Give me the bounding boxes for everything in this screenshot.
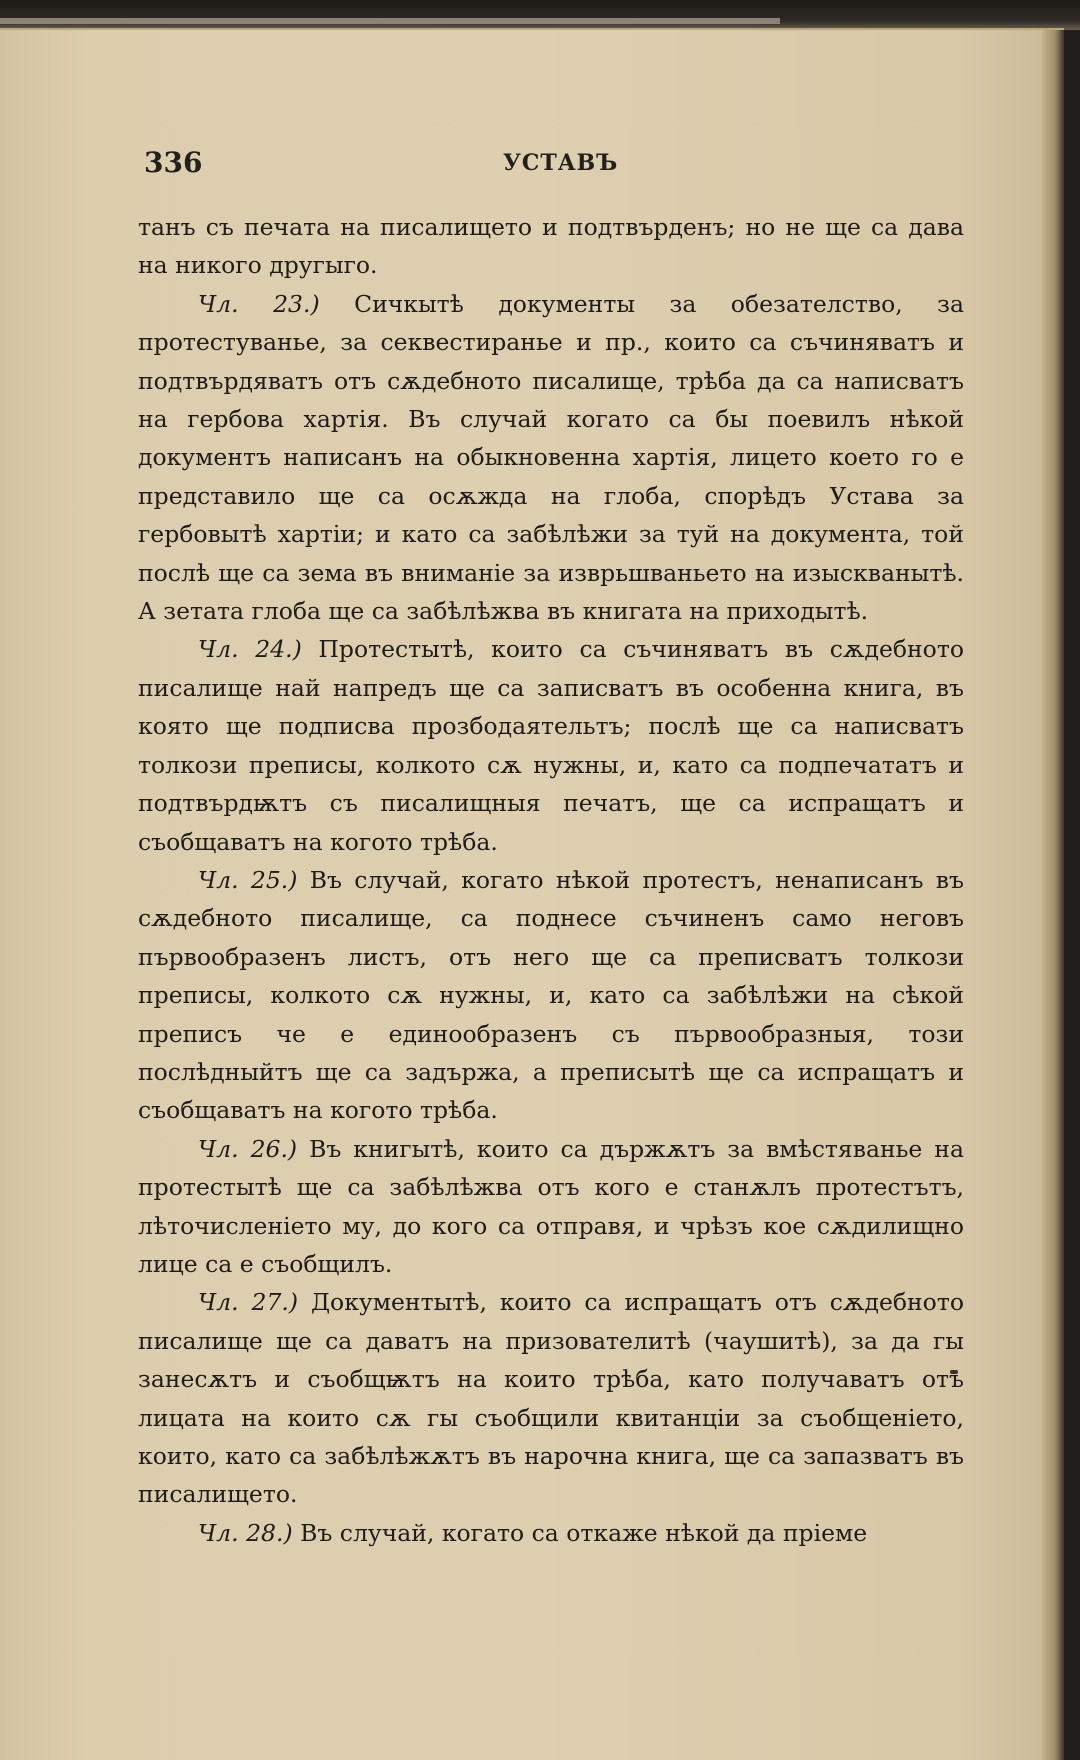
paragraph-continuation xyxy=(138,208,964,285)
article-25 xyxy=(138,861,964,1130)
article-24 xyxy=(138,630,964,860)
article-26 xyxy=(138,1130,964,1284)
header-title: УСТАВЪ xyxy=(503,150,619,176)
scan-top-border xyxy=(0,0,1080,30)
article-number: Чл. 27.) xyxy=(198,1288,299,1317)
article-28 xyxy=(138,1514,964,1552)
article-number: Чл. 23.) xyxy=(198,289,320,318)
running-head xyxy=(140,146,960,186)
page-number: 336 xyxy=(144,146,203,179)
paragraph-text: Протестытѣ, които са съчиняватъ въ сѫдебното писалище най напредъ ще са записватъ въ особенна книга, въ която ще подписва прозбодаятельтъ; послѣ ще са написватъ толкози преписы, колкото сѫ нужны, и, като са подпечататъ и подтвърдѭтъ съ писалищныя печатъ, ще са испращатъ и съобщаватъ на когото трѣба. xyxy=(138,635,964,856)
article-23 xyxy=(138,285,964,631)
article-number: Чл. 26.) xyxy=(198,1134,298,1163)
paragraph-text: Въ случай, когато са откаже нѣкой да пріеме xyxy=(300,1518,868,1547)
paragraph-text: Въ случай, когато нѣкой протестъ, ненаписанъ въ сѫдебното писалище, са поднесе съчиненъ само неговъ първообразенъ листъ, отъ него ще са преписватъ толкози преписы, колкото сѫ нужны, и, като са забѣлѣжи на сѣкой преписъ че е единообразенъ съ първообразныя, този послѣдныйтъ ще са задържа, а преписытѣ ще са испращатъ и съобщаватъ на когото трѣба. xyxy=(138,865,964,1125)
article-27 xyxy=(138,1283,964,1513)
text-body xyxy=(138,208,964,1552)
article-number: Чл. 24.) xyxy=(198,635,302,664)
paragraph-text: Сичкытѣ документы за обезателство, за протестуванье, за секвестиранье и пр., които са съчиняватъ и подтвърдяватъ отъ сѫдебното писалище, трѣба да са написватъ на гербова хартія. Въ случай когато са бы поевилъ нѣкой документъ написанъ на обыкновенна хартія, лицето което го е представило ще са осѫжда на глоба, спорѣдъ Устава за гербовытѣ хартіи; и като са забѣлѣжи за туй на документа, той послѣ ще са зема въ вниманіе за изврьшваньето на изыскванытѣ. А зетата глоба ще са забѣлѣжва въ книгата на приходытѣ. xyxy=(138,289,964,626)
article-number: Чл. 25.) xyxy=(198,865,298,894)
paragraph-text: танъ съ печата на писалището и подтвърденъ; но не ще са дава на никого другыго. xyxy=(138,213,964,280)
page-edge-shadow xyxy=(1042,30,1064,1760)
scan-top-band xyxy=(0,18,780,24)
paragraph-text: Въ книгытѣ, които са държѫтъ за вмѣстяванье на протестытѣ ще са забѣлѣжва отъ кого е станѫлъ протестътъ, лѣточисленіето му, до кого са отправя, и чрѣзъ кое сѫдилищно лице са е съобщилъ. xyxy=(138,1134,964,1278)
article-number: Чл. 28.) xyxy=(198,1518,293,1547)
paragraph-text: Документытѣ, които са испращатъ отъ сѫдебното писалище ще са даватъ на призователитѣ (чаушитѣ), за да гы занесѫтъ и съобщѭтъ на които трѣба, като получаватъ отъ лицата на които сѫ гы съобщили квитанціи за съобщеніето, които, като са забѣлѣжѫтъ въ нарочна книга, ще са запазватъ въ писалището. xyxy=(138,1288,964,1509)
